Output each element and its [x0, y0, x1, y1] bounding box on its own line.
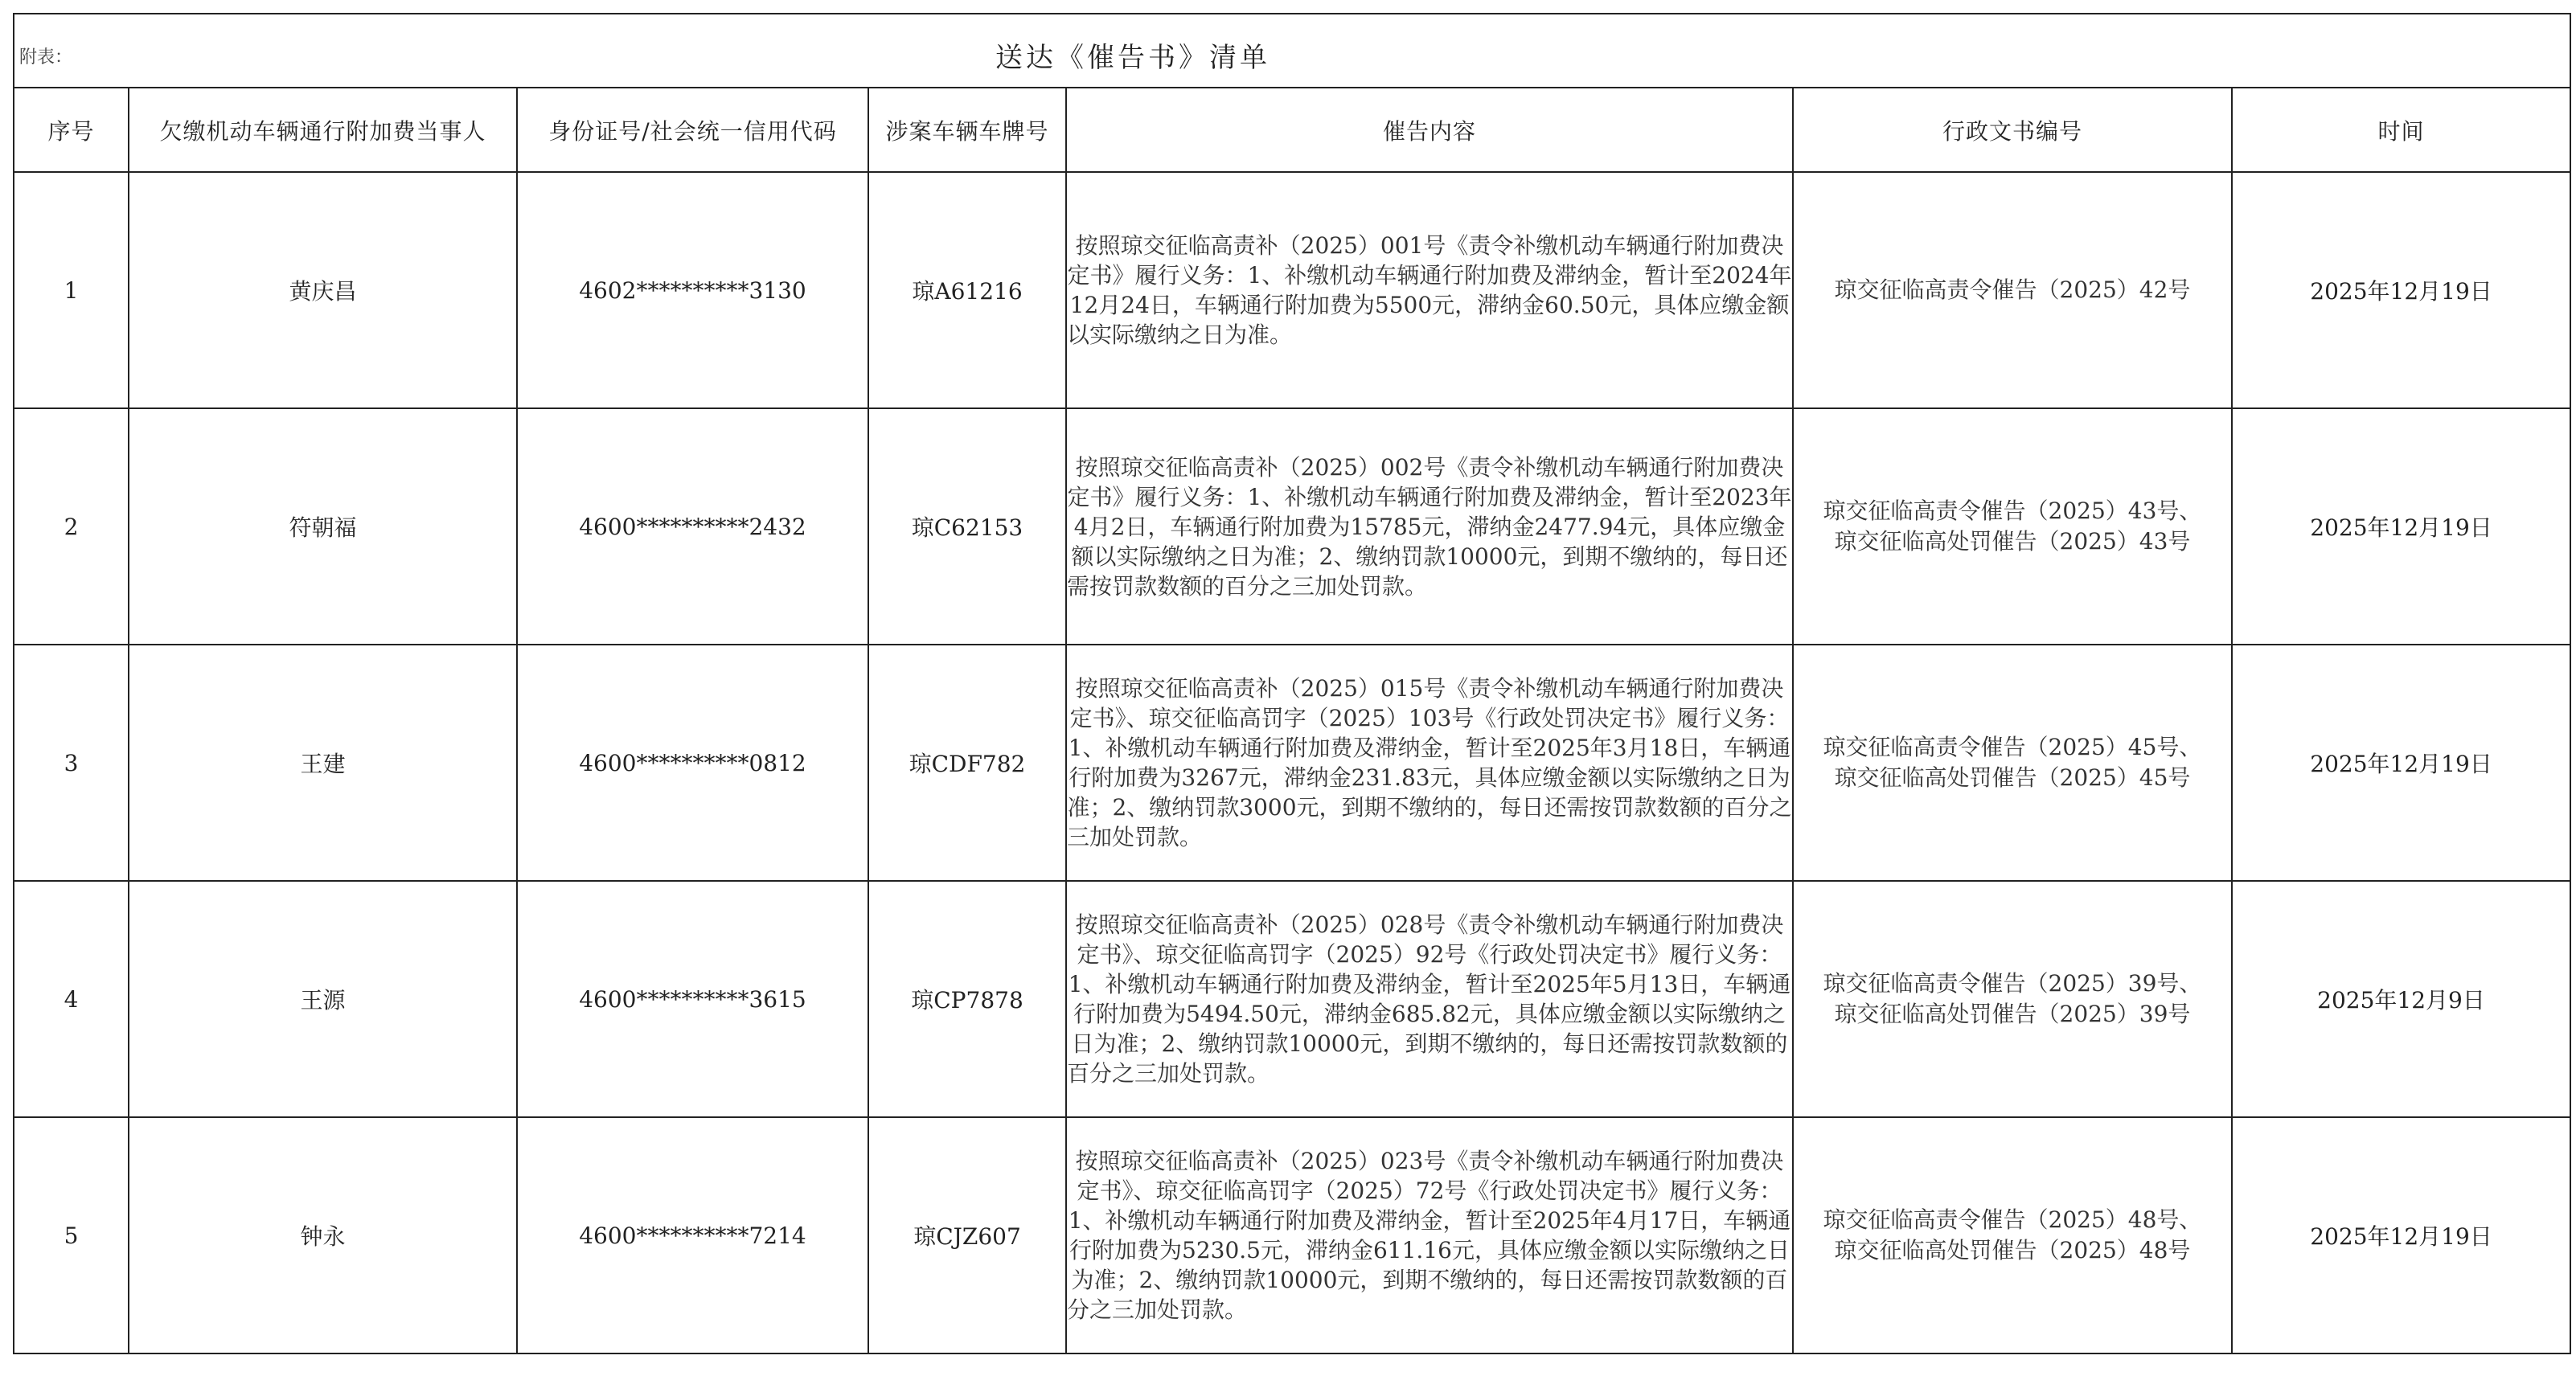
cell-doc-no	[1793, 172, 2232, 408]
doc-no-line: 琼交征临高责令催告（2025）42号	[1834, 276, 2191, 303]
table-row	[14, 172, 2570, 408]
table-row	[14, 1117, 2570, 1353]
header-content: 催告内容	[1066, 88, 1793, 172]
cell-plate: 琼CJZ607	[868, 1117, 1066, 1353]
document-title: 送达《催告书》清单	[995, 42, 1270, 74]
table-row	[14, 408, 2570, 645]
cell-id: 4600**********0812	[517, 645, 868, 881]
cell-plate: 琼CDF782	[868, 645, 1066, 881]
doc-no-line: 琼交征临高责令催告（2025）43号、	[1823, 498, 2202, 524]
doc-no-line: 琼交征临高处罚催告（2025）45号	[1834, 764, 2191, 791]
cell-content: 按照琼交征临高责补（2025）001号《责令补缴机动车辆通行附加费决定书》履行义务：1、补缴机动车辆通行附加费及滞纳金，暂计至2024年12月24日，车辆通行附加费为5500元，滞纳金60.50元，具体应缴金额以实际缴纳之日为准。	[1066, 172, 1793, 408]
cell-content: 按照琼交征临高责补（2025）023号《责令补缴机动车辆通行附加费决定书》、琼交征临高罚字（2025）72号《行政处罚决定书》履行义务：1、补缴机动车辆通行附加费及滞纳金，暂计至2025年4月17日，车辆通行附加费为5230.5元，滞纳金611.16元，具体应缴金额以实际缴纳之日为准；2、缴纳罚款10000元，到期不缴纳的，每日还需按罚款数额的百分之三加处罚款。	[1066, 1117, 1793, 1353]
cell-no: 1	[14, 172, 129, 408]
cell-party: 钟永	[129, 1117, 517, 1353]
doc-no-line: 琼交征临高处罚催告（2025）43号	[1834, 528, 2191, 555]
cell-id: 4602**********3130	[517, 172, 868, 408]
cell-date: 2025年12月19日	[2232, 645, 2570, 881]
cell-doc-no	[1793, 645, 2232, 881]
doc-no-line: 琼交征临高责令催告（2025）39号、	[1823, 970, 2202, 997]
table-row	[14, 645, 2570, 881]
header-plate: 涉案车辆车牌号	[868, 88, 1066, 172]
cell-no: 2	[14, 408, 129, 645]
cell-plate: 琼CP7878	[868, 881, 1066, 1117]
header-no: 序号	[14, 88, 129, 172]
doc-no-line: 琼交征临高处罚催告（2025）48号	[1834, 1237, 2191, 1263]
title-cell	[14, 14, 2570, 88]
cell-content: 按照琼交征临高责补（2025）002号《责令补缴机动车辆通行附加费决定书》履行义务：1、补缴机动车辆通行附加费及滞纳金，暂计至2023年4月2日，车辆通行附加费为15785元，滞纳金2477.94元，具体应缴金额以实际缴纳之日为准；2、缴纳罚款10000元，到期不缴纳的，每日还需按罚款数额的百分之三加处罚款。	[1066, 408, 1793, 645]
header-row	[14, 88, 2570, 172]
cell-no: 4	[14, 881, 129, 1117]
cell-party: 黄庆昌	[129, 172, 517, 408]
header-date: 时间	[2232, 88, 2570, 172]
cell-date: 2025年12月19日	[2232, 1117, 2570, 1353]
cell-plate: 琼A61216	[868, 172, 1066, 408]
header-party: 欠缴机动车辆通行附加费当事人	[129, 88, 517, 172]
cell-doc-no	[1793, 1117, 2232, 1353]
header-doc-no: 行政文书编号	[1793, 88, 2232, 172]
cell-content: 按照琼交征临高责补（2025）028号《责令补缴机动车辆通行附加费决定书》、琼交征临高罚字（2025）92号《行政处罚决定书》履行义务：1、补缴机动车辆通行附加费及滞纳金，暂计至2025年5月13日，车辆通行附加费为5494.50元，滞纳金685.82元，具体应缴金额以实际缴纳之日为准；2、缴纳罚款10000元，到期不缴纳的，每日还需按罚款数额的百分之三加处罚款。	[1066, 881, 1793, 1117]
cell-doc-no	[1793, 408, 2232, 645]
cell-party: 王建	[129, 645, 517, 881]
cell-no: 3	[14, 645, 129, 881]
notice-list-table	[13, 13, 2571, 1354]
header-id: 身份证号/社会统一信用代码	[517, 88, 868, 172]
doc-no-line: 琼交征临高处罚催告（2025）39号	[1834, 1001, 2191, 1027]
cell-id: 4600**********7214	[517, 1117, 868, 1353]
cell-no: 5	[14, 1117, 129, 1353]
cell-date: 2025年12月9日	[2232, 881, 2570, 1117]
cell-id: 4600**********3615	[517, 881, 868, 1117]
cell-content: 按照琼交征临高责补（2025）015号《责令补缴机动车辆通行附加费决定书》、琼交征临高罚字（2025）103号《行政处罚决定书》履行义务：1、补缴机动车辆通行附加费及滞纳金，暂计至2025年3月18日，车辆通行附加费为3267元，滞纳金231.83元，具体应缴金额以实际缴纳之日为准；2、缴纳罚款3000元，到期不缴纳的，每日还需按罚款数额的百分之三加处罚款。	[1066, 645, 1793, 881]
cell-party: 王源	[129, 881, 517, 1117]
cell-id: 4600**********2432	[517, 408, 868, 645]
title-row	[14, 14, 2570, 88]
cell-plate: 琼C62153	[868, 408, 1066, 645]
cell-date: 2025年12月19日	[2232, 408, 2570, 645]
cell-date: 2025年12月19日	[2232, 172, 2570, 408]
cell-doc-no	[1793, 881, 2232, 1117]
attachment-label: 附表：	[19, 47, 73, 68]
table-row	[14, 881, 2570, 1117]
doc-no-line: 琼交征临高责令催告（2025）45号、	[1823, 734, 2202, 760]
cell-party: 符朝福	[129, 408, 517, 645]
doc-no-line: 琼交征临高责令催告（2025）48号、	[1823, 1206, 2202, 1233]
